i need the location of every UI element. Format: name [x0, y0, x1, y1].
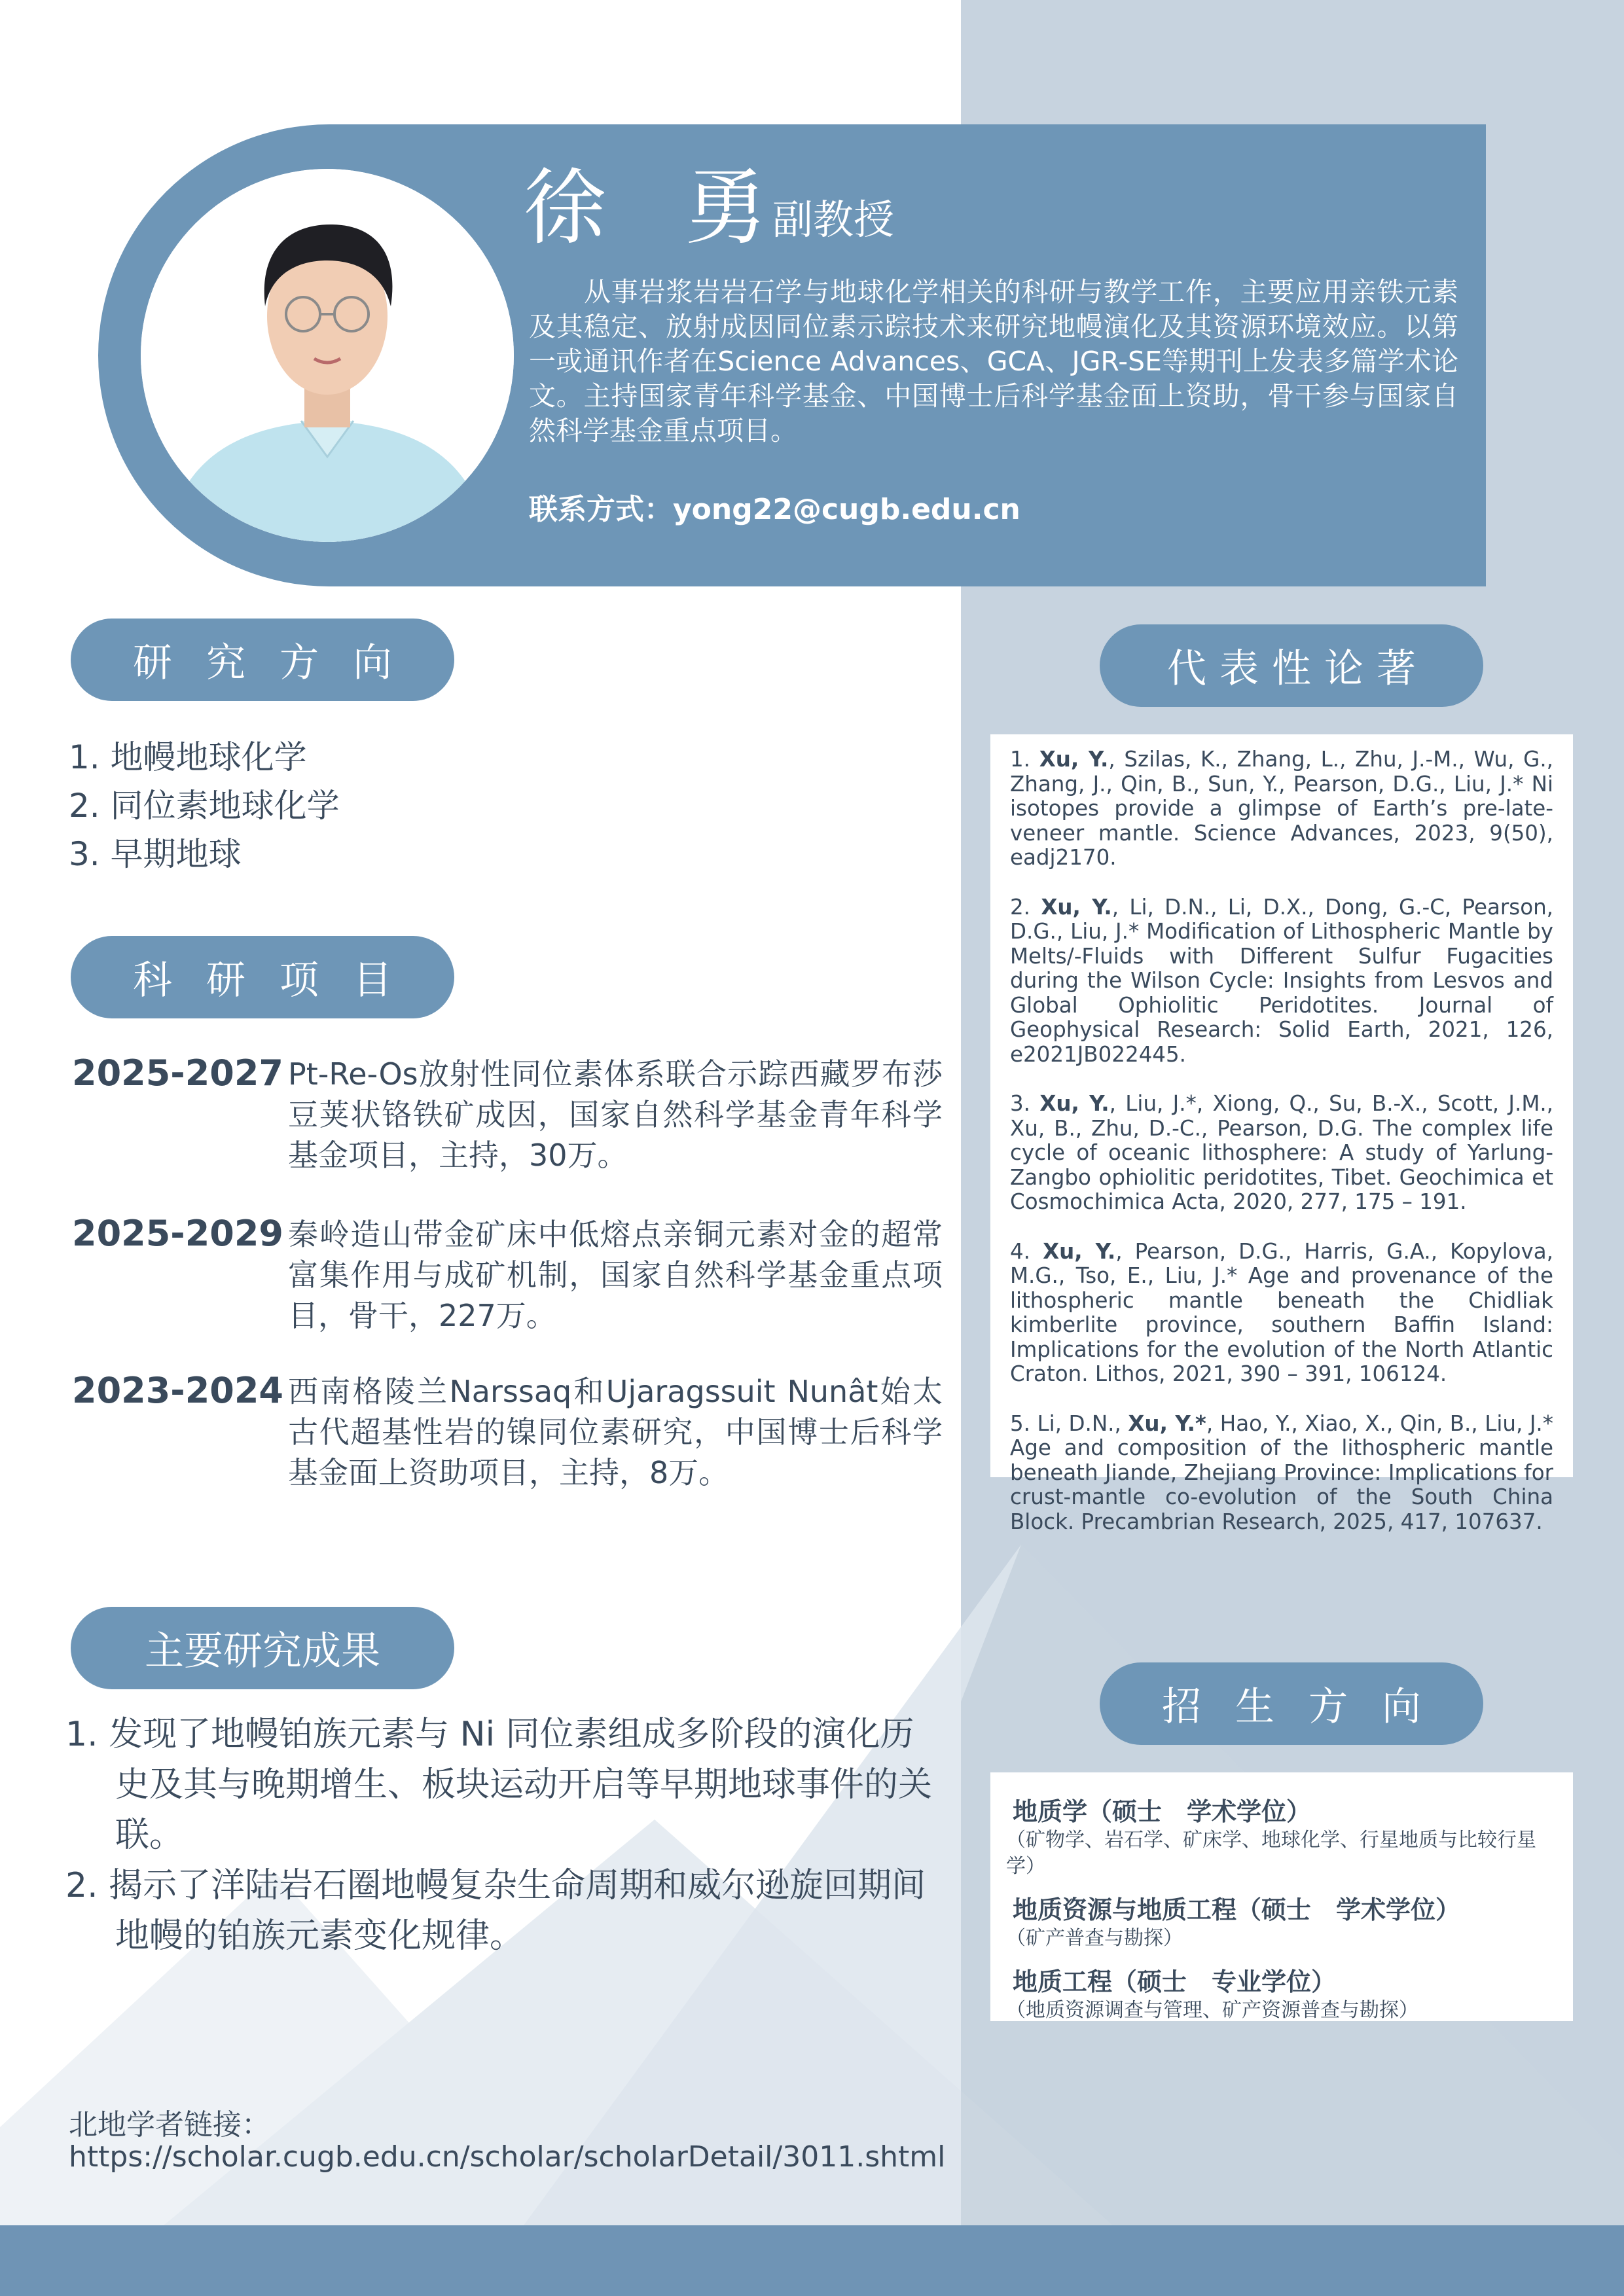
contact-email: 联系方式：yong22@cugb.edu.cn — [529, 493, 1020, 526]
admissions-heading: 招生方向 — [1100, 1662, 1483, 1745]
scholar-link[interactable]: https://scholar.cugb.edu.cn/scholar/scholarDetail/3011.shtml — [69, 2140, 946, 2174]
footer-band — [0, 2225, 1624, 2296]
publication-item: 1. Xu, Y., Szilas, K., Zhang, L., Zhu, J.-M., Wu, G., Zhang, J., Qin, B., Sun, Y., Pearson, D.G., Liu, J.* Ni isotopes provide a glimpse of Earth’s pre-late-veneer mantle. Science Advances, 2023, 9(50), eadj2170. — [1010, 747, 1554, 870]
degree-title: 地质资源与地质工程（硕士 学术学位） — [1013, 1895, 1461, 1924]
achievements-heading: 主要研究成果 — [71, 1607, 454, 1689]
project-years: 2025-2029 — [72, 1213, 283, 1254]
publication-item: 3. Xu, Y., Liu, J.*, Xiong, Q., Su, B.-X., Scott, J.M., Xu, B., Zhu, D.-C., Pearson, D.G. The complex life cycle of oceanic lithosphere: A study of Yarlung-Zangbo ophiolitic peridotites, Tibet. Geochimica et Cosmochimica Acta, 2020, 277, 175 – 191. — [1010, 1091, 1554, 1214]
degree-detail: （矿物学、岩石学、矿床学、地球化学、行星地质与比较行星学） — [1006, 1829, 1536, 1878]
research-list — [69, 733, 340, 878]
list-item: 3. 早期地球 — [69, 835, 242, 873]
admissions-box — [990, 1772, 1573, 2021]
project-item — [72, 1371, 943, 1493]
bio-text: 从事岩浆岩岩石学与地球化学相关的科研与教学工作，主要应用亲铁元素及其稳定、放射成因同位素示踪技术来研究地幔演化及其资源环境效应。以第一或通讯作者在Science Advances、GCA、JGR-SE等期刊上发表多篇学术论文。主持国家青年科学基金、中国博士后科学基金面上资助，骨干参与国家自然科学基金重点项目。 — [529, 276, 1458, 446]
list-item: 2. 同位素地球化学 — [69, 787, 340, 825]
list-item: 1. 发现了地幔铂族元素与 Ni 同位素组成多阶段的演化历史及其与晚期增生、板块运动开启等早期地球事件的关联。 — [65, 1715, 933, 1855]
project-years: 2025-2027 — [72, 1052, 283, 1094]
person-name: 徐 勇 — [524, 160, 794, 256]
scholar-link-label: 北地学者链接： — [69, 2108, 270, 2142]
degree-detail: （矿产普查与勘探） — [1006, 1927, 1183, 1950]
publication-item: 2. Xu, Y., Li, D.N., Li, D.X., Dong, G.-C, Pearson, D.G., Liu, J.* Modification of Lithospheric Mantle by Melts/-Fluids with Different Sulfur Fugacities during the Wilson Cycle: Insights from Lesvos and Global Ophiolitic Peridotites. Journal of Geophysical Research: Solid Earth, 2021, 126, e2021JB022445. — [1010, 894, 1554, 1067]
achievements-list — [65, 1710, 936, 1962]
publications-box — [990, 734, 1573, 1534]
person-title: 副教授 — [772, 196, 895, 243]
project-item — [72, 1214, 943, 1336]
list-item: 1. 地幔地球化学 — [69, 738, 307, 776]
project-item — [72, 1054, 943, 1175]
degree-title: 地质学（硕士 学术学位） — [1013, 1797, 1312, 1826]
project-description: Pt-Re-Os放射性同位素体系联合示踪西藏罗布莎豆荚状铬铁矿成因，国家自然科学基金青年科学基金项目，主持，30万。 — [288, 1056, 943, 1173]
degree-detail: （地质资源调查与管理、矿产资源普查与勘探） — [1006, 1999, 1418, 2022]
publication-item: 4. Xu, Y., Pearson, D.G., Harris, G.A., Kopylova, M.G., Tso, E., Liu, J.* Age and provenance of the lithospheric mantle beneath the Chidliak kimberlite province, southern Baffin Island: Implications for the evolution of the North Atlantic Craton. Lithos, 2021, 390 – 391, 106124. — [1010, 1238, 1553, 1386]
degree-title: 地质工程（硕士 专业学位） — [1013, 1967, 1337, 1996]
project-description: 秦岭造山带金矿床中低熔点亲铜元素对金的超常富集作用与成矿机制，国家自然科学基金重点项目，骨干，227万。 — [288, 1217, 943, 1333]
projects-heading: 科研项目 — [71, 936, 454, 1018]
project-description: 西南格陵兰Narssaq和Ujaragssuit Nunât始太古代超基性岩的镍同位素研究，中国博士后科学基金面上资助项目，主持，8万。 — [288, 1374, 943, 1490]
profile-photo — [141, 169, 514, 542]
list-item: 2. 揭示了洋陆岩石圈地幔复杂生命周期和威尔逊旋回期间地幔的铂族元素变化规律。 — [65, 1866, 926, 1956]
publication-item: 5. Li, D.N., Xu, Y.*, Hao, Y., Xiao, X., Qin, B., Liu, J.* Age and composition of the lithospheric mantle beneath Jiande, Zhejiang Province: Implications for crust-mantle co-evolution of the South China Block. Precambrian Research, 2025, 417, 107637. — [1010, 1410, 1553, 1534]
project-years: 2023-2024 — [72, 1370, 283, 1411]
publications-heading: 代表性论著 — [1100, 624, 1483, 707]
research-heading: 研究方向 — [71, 619, 454, 701]
